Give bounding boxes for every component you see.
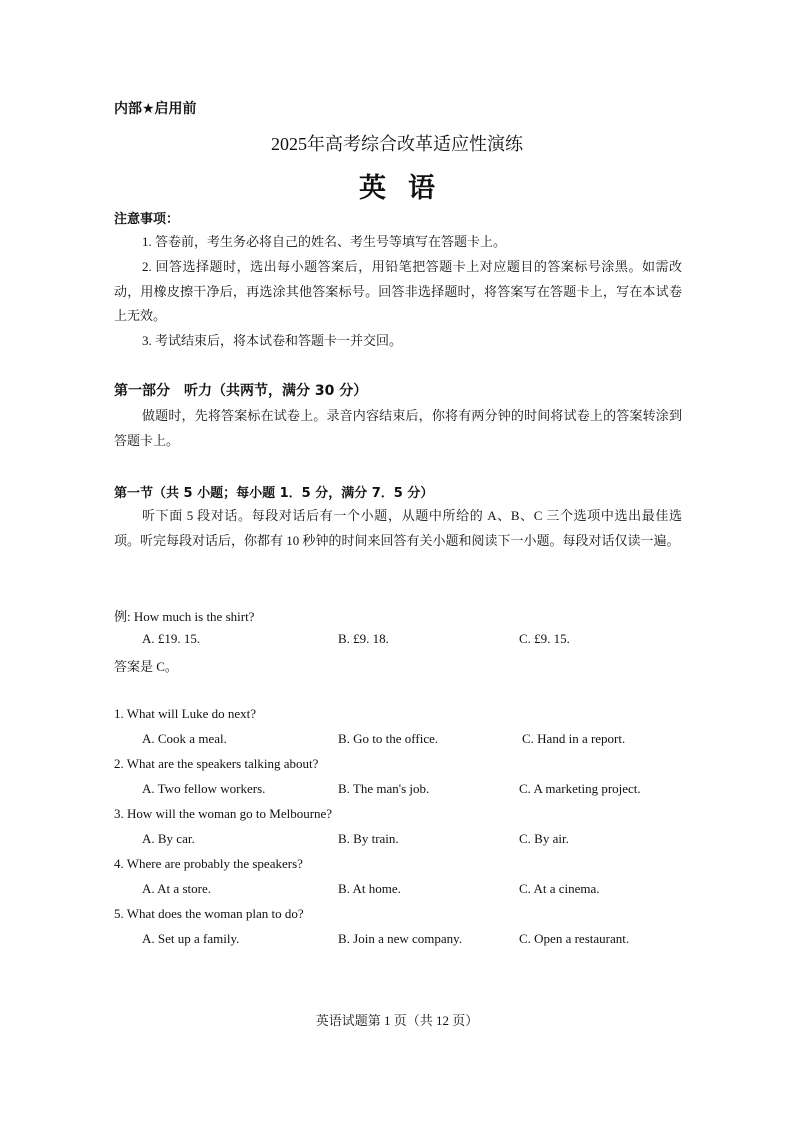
question-4-option-b: B. At home.: [338, 881, 401, 896]
question-2: 2. What are the speakers talking about?: [114, 756, 319, 771]
question-4: 4. Where are probably the speakers?: [114, 856, 303, 871]
confidential-mark: 内部★启用前: [114, 101, 197, 117]
page-footer: 英语试题第 1 页（共 12 页）: [315, 1013, 479, 1028]
question-3-option-a: A. By car.: [142, 831, 195, 846]
question-2-option-b: B. The man's job.: [338, 781, 430, 796]
example-answer: 答案是 C。: [114, 659, 178, 674]
question-1: 1. What will Luke do next?: [114, 706, 257, 721]
question-2-option-c: C. A marketing project.: [519, 781, 641, 796]
notice-heading: 注意事项：: [114, 212, 180, 227]
question-1-option-b: B. Go to the office.: [338, 731, 439, 746]
question-1-option-a: A. Cook a meal.: [142, 731, 227, 746]
part1-instruction: 做题时，先将答案标在试卷上。录音内容结束后，你将有两分钟的时间将试卷上的答案转涂到答题卡上。: [114, 408, 682, 448]
example-question: 例: How much is the shirt?: [114, 609, 255, 624]
question-1-option-c: C. Hand in a report.: [522, 731, 626, 746]
subject-title: 英语: [359, 173, 457, 204]
section1-heading: 第一节（共 5 小题；每小题 1．5 分，满分 7．5 分）: [114, 486, 434, 501]
section1-instruction: 听下面 5 段对话。每段对话后有一个小题，从题中所给的 A、B、C 三个选项中选出最佳选项。听完每段对话后，你都有 10 秒钟的时间来回答有关小题和阅读下一小题。每段对话仅读一遍。: [114, 508, 682, 548]
question-3-option-b: B. By train.: [338, 831, 399, 846]
question-5-option-a: A. Set up a family.: [142, 931, 240, 946]
question-2-option-a: A. Two fellow workers.: [142, 781, 266, 796]
example-option-b: B. £9. 18.: [338, 631, 389, 646]
question-4-option-c: C. At a cinema.: [519, 881, 600, 896]
notice-item: 1. 答卷前，考生务必将自己的姓名、考生号等填写在答题卡上。: [142, 234, 507, 249]
question-3: 3. How will the woman go to Melbourne?: [114, 806, 333, 821]
exam-title: 2025年高考综合改革适应性演练: [271, 134, 523, 154]
example-option-c: C. £9. 15.: [519, 631, 570, 646]
question-5-option-c: C. Open a restaurant.: [519, 931, 630, 946]
notice-item: 2. 回答选择题时，选出每小题答案后，用铅笔把答题卡上对应题目的答案标号涂黑。如需改动，用橡皮擦干净后，再选涂其他答案标号。回答非选择题时，将答案写在答题卡上，写在本试卷上无效。: [114, 259, 682, 323]
notice-item: 3. 考试结束后，将本试卷和答题卡一并交回。: [142, 333, 403, 348]
question-3-option-c: C. By air.: [519, 831, 569, 846]
example-option-a: A. £19. 15.: [142, 631, 201, 646]
part1-heading: 第一部分 听力（共两节，满分 30 分）: [114, 383, 368, 399]
question-5: 5. What does the woman plan to do?: [114, 906, 304, 921]
question-4-option-a: A. At a store.: [142, 881, 211, 896]
question-5-option-b: B. Join a new company.: [338, 931, 463, 946]
